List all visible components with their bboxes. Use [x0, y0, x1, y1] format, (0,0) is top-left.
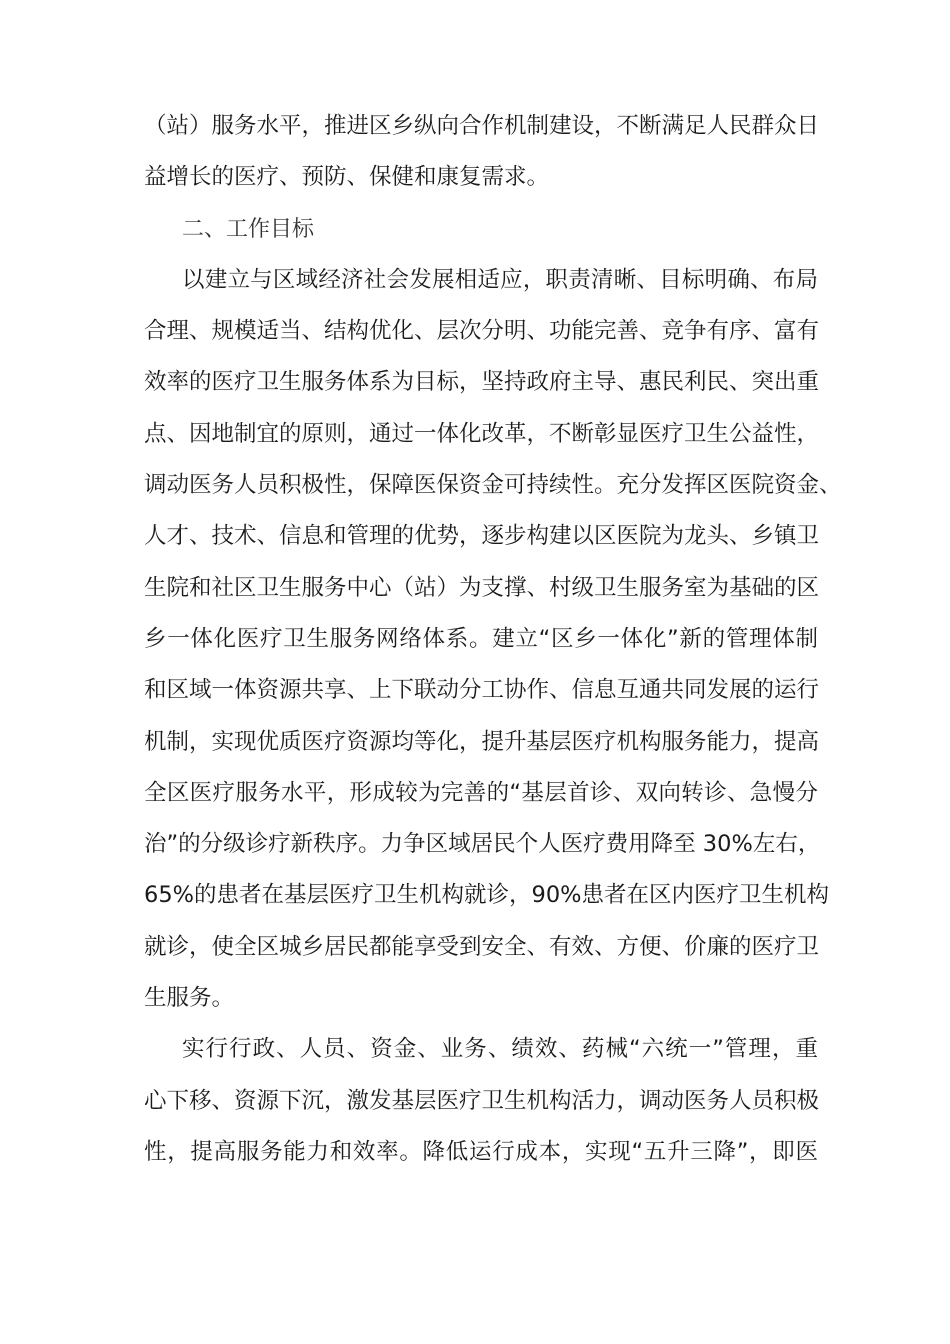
- paragraph-line: 全区医疗服务水平，形成较为完善的“基层首诊、双向转诊、急慢分: [144, 779, 818, 806]
- paragraph-line: 就诊，使全区城乡居民都能享受到安全、有效、方便、价廉的医疗卫: [144, 933, 820, 960]
- paragraph-line: 65%的患者在基层医疗卫生机构就诊，90%患者在区内医疗卫生机构: [144, 882, 830, 909]
- paragraph-line: 人才、技术、信息和管理的优势，逐步构建以区医院为龙头、乡镇卫: [144, 523, 820, 550]
- paragraph-line: 机制，实现优质医疗资源均等化，提升基层医疗机构服务能力，提高: [144, 728, 820, 755]
- paragraph-line: 治”的分级诊疗新秩序。力争区域居民个人医疗费用降至 30%左右，: [144, 831, 821, 858]
- paragraph-line: 生服务。: [144, 985, 235, 1012]
- paragraph-line: （站）服务水平，推进区乡纵向合作机制建设，不断满足人民群众日: [144, 113, 820, 139]
- paragraph-line: 乡一体化医疗卫生服务网络体系。建立“区乡一体化”新的管理体制: [144, 625, 818, 652]
- paragraph-line: 和区域一体资源共享、上下联动分工协作、信息互通共同发展的运行: [144, 677, 820, 704]
- paragraph-line: 实行行政、人员、资金、业务、绩效、药械“六统一”管理，重: [182, 1036, 818, 1063]
- section-heading: 二、工作目标: [182, 216, 315, 242]
- document-body: [144, 101, 842, 1178]
- paragraph-line: 合理、规模适当、结构优化、层次分明、功能完善、竞争有序、富有: [144, 318, 820, 345]
- paragraph-line: 心下移、资源下沉，激发基层医疗卫生机构活力，调动医务人员积极: [144, 1087, 820, 1114]
- paragraph-line: 生院和社区卫生服务中心（站）为支撑、村级卫生服务室为基础的区: [144, 574, 820, 601]
- paragraph-line: 点、因地制宜的原则，通过一体化改革，不断彰显医疗卫生公益性，: [144, 420, 820, 447]
- paragraph-line: 调动医务人员积极性，保障医保资金可持续性。充分发挥区医院资金、: [144, 472, 842, 499]
- paragraph-line: 益增长的医疗、预防、保健和康复需求。: [144, 164, 550, 191]
- paragraph-line: 性，提高服务能力和效率。降低运行成本，实现“五升三降”，即医: [144, 1138, 818, 1165]
- paragraph-line: 效率的医疗卫生服务体系为目标，坚持政府主导、惠民利民、突出重: [144, 369, 820, 396]
- paragraph-line: 以建立与区域经济社会发展相适应，职责清晰、目标明确、布局: [182, 266, 818, 293]
